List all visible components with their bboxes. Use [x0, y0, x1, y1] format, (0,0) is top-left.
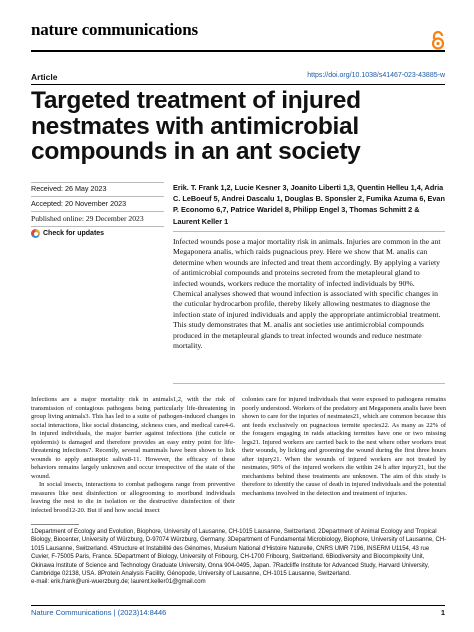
footer-rule	[31, 605, 445, 606]
body-paragraph: Infections are a major mortality risk in animals1,2, with the risk of transmission of contagious pathogens being particularly life-threatening in group living animals3. This has led to a suite of pathogen-induced changes in social interactions, like social distancing, sickness cues, and medical care4-6. In injured individuals, the major barrier against infections (the cuticle or epidermis) is damaged and therefore provides an easy entry point for life-threatening infections7. Recently, several mammals have been shown to lick wounds to apply antiseptic saliva8-11. However, the efficacy of these behaviors remains largely unknown and occur irrespective of the state of the wound.	[31, 396, 235, 480]
affiliations	[31, 528, 447, 587]
header-rule	[31, 50, 445, 52]
email-text[interactable]: e-mail: erik.frank@uni-wuerzburg.de; laurent.keller01@gmail.com	[31, 579, 206, 586]
check-updates-button[interactable]	[31, 229, 104, 238]
journal-name: nature communications	[31, 20, 198, 39]
published-date: Published online: 29 December 2023	[31, 214, 144, 223]
article-type: Article	[31, 72, 58, 82]
accepted-date: Accepted: 20 November 2023	[31, 199, 127, 208]
affiliation-text: 1Department of Ecology and Evolution, Biophore, University of Lausanne, CH-1015 Lausanne, Switzerland. 2Department of Animal Ecology and Tropical Biology, Biocenter, University of Würzburg, D-97074 Würzburg, Germany. 3Department of Fundamental Microbiology, Biophore, University of Lausanne, CH-1015 Lausanne, Switzerland. 4Structure et Instabilité des Génomes, Muséum National d'Histoire Naturelle, CNRS UMR 7196, INSERM U1154, 43 rue Cuvier, F-75005 Paris, France. 5Department of Biology, University of Fribourg, CH-1700 Fribourg, Switzerland. 6Biodiversity and Biocomplexity Unit, Okinawa Institute of Science and Technology Graduate University, Onna 904-0495, Japan. 7Radcliffe Institute for Advanced Study, Harvard University, Cambridge 02138, USA. 8Protein Analysis Facility, Génopode, University of Lausanne, CH-1015 Lausanne, Switzerland.	[31, 529, 447, 578]
divider	[31, 196, 164, 197]
footer-citation: Nature Communications | (2023)14:8446	[31, 608, 167, 617]
body-paragraph: In social insects, interactions to combat pathogens range from preventive measures like nest disinfection or allogrooming to moribund individuals leaving the nest to die in isolation or the destructive disinfection of their infected brood12-20. But if and how social insect	[31, 481, 235, 514]
abstract: Infected wounds pose a major mortality risk in animals. Injuries are common in the ant Megaponera analis, which raids pugnacious prey. Here we show that M. analis can determine when wounds are infected and treat them accordingly. By applying a variety of antimicrobial compounds and proteins secreted from the metapleural gland to infected wounds, workers reduce the mortality of infected individuals by 90%. Chemical analyses showed that wound infection is associated with specific changes in the cuticular hydrocarbon profile, thereby likely allowing nestmates to diagnose the infection state of injured individuals and apply the appropriate antimicrobial treatment. This study demonstrates that M. analis ant societies use antimicrobial compounds produced in the metapleural glands to treat infected wounds and reduce nestmate mortality.	[173, 237, 441, 351]
divider	[31, 211, 164, 212]
article-title: Targeted treatment of injured nestmates with antimicrobial compounds in an ant society	[31, 87, 361, 165]
body-paragraph: colonies care for injured individuals that were exposed to pathogens remains poorly understood. Workers of the predatory ant Megaponera analis have been shown to care for the injuries of nestmates21, which are common because this ant feeds exclusively on pugnacious termite species22. As many as 22% of the foragers engaging in raids attacking termites have one or two missing legs21. Injured workers are carried back to the nest where other workers treat their wounds, by licking and grooming the wound during the first three hours after injury21. When the wounds of injured workers are not treated by nestmates, 90% of the injured workers die within 24 h after injury21, but the mechanisms behind these treatments are unknown. The aim of this study is therefore to identify the cause of death in injured individuals and the potential mechanisms involved in the detection and treatment of injuries.	[242, 396, 446, 497]
body-right-column	[242, 396, 446, 498]
author-list: Erik. T. Frank 1,2, Lucie Kesner 3, Joanito Liberti 1,3, Quentin Helleu 1,4, Adria C. LeBoeuf 5, Andrei Dascalu 1, Douglas B. Sponsler 2, Fumika Azuma 6, Evan P. Economo 6,7, Patrice Waridel 8, Philipp Engel 3, Thomas Schmitt 2 & Laurent Keller 1	[173, 183, 445, 226]
article-type-rule	[31, 84, 445, 85]
page-number: 1	[440, 608, 445, 617]
divider	[31, 182, 164, 183]
divider	[31, 226, 164, 227]
crossmark-icon	[31, 229, 40, 238]
body-left-column	[31, 396, 235, 515]
doi-link[interactable]: https://doi.org/10.1038/s41467-023-43885-w	[307, 72, 445, 79]
divider	[173, 231, 445, 232]
footnote-rule	[31, 524, 79, 525]
open-access-icon	[431, 30, 445, 50]
divider	[173, 383, 445, 384]
received-date: Received: 26 May 2023	[31, 184, 107, 193]
check-updates-label: Check for updates	[43, 230, 105, 237]
